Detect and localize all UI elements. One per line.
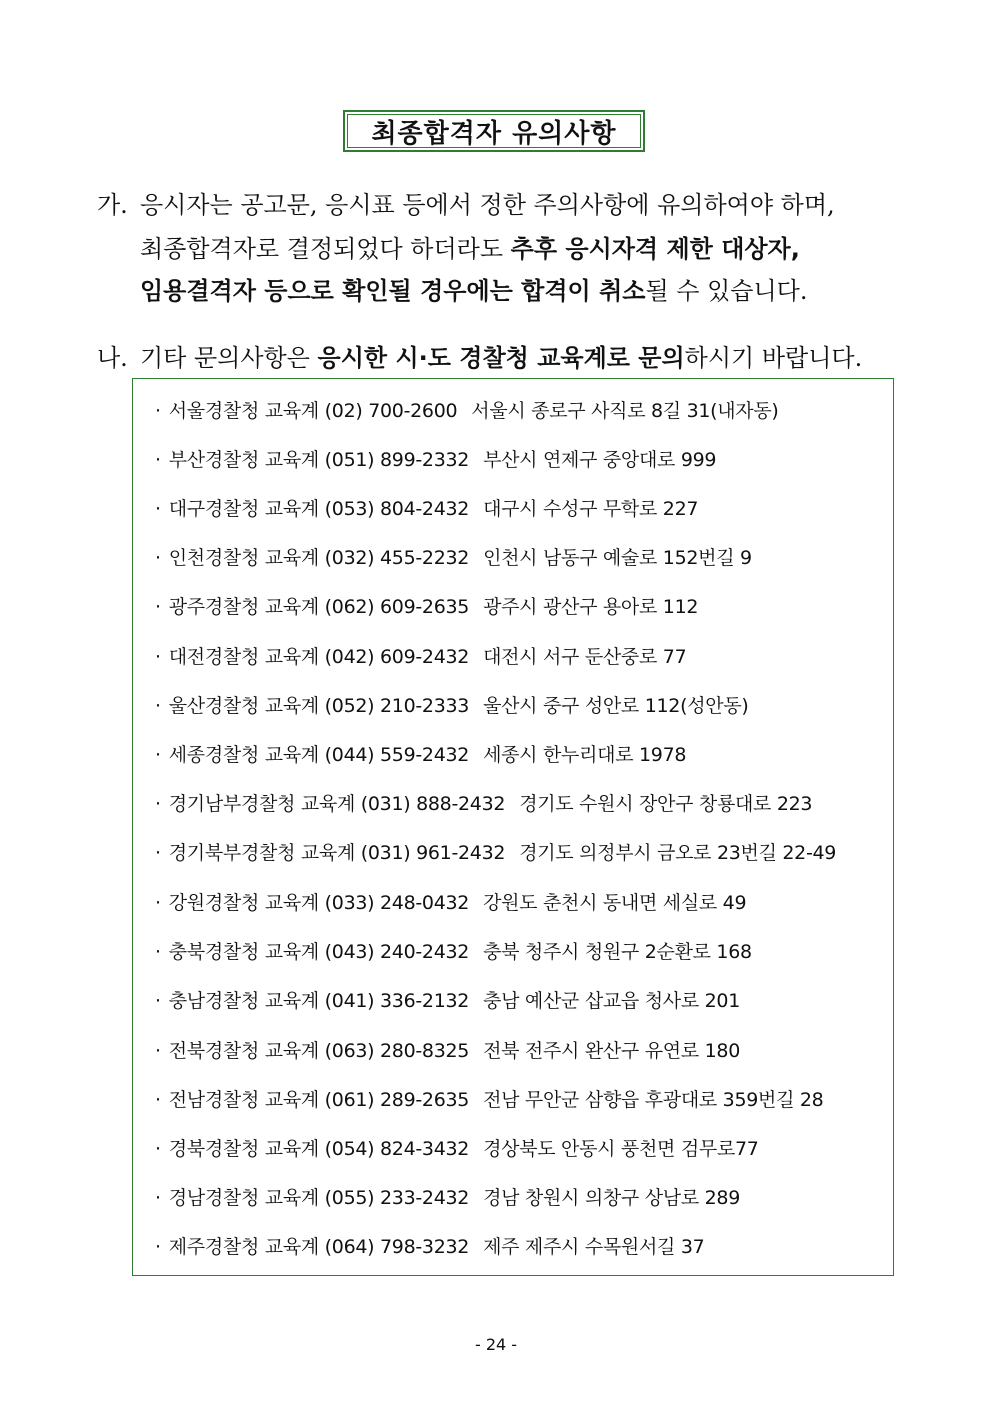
contact-office: 경기남부경찰청 교육계 (031) 888-2432 [168,793,506,815]
contact-address: 충남 예산군 삽교읍 청사로 201 [483,990,740,1012]
contact-office: 충남경찰청 교육계 (041) 336-2132 [168,990,470,1012]
contact-office: 제주경찰청 교육계 (064) 798-3232 [168,1236,470,1258]
bullet: · [155,1187,161,1209]
bullet: · [155,1040,161,1062]
contact-office: 울산경찰청 교육계 (052) 210-2333 [168,695,470,717]
contact-address: 대구시 수성구 무학로 227 [483,498,699,520]
contact-item [155,494,698,524]
title-box [343,110,645,152]
contact-item [155,740,686,770]
bullet: · [155,695,161,717]
contact-office: 강원경찰청 교육계 (033) 248-0432 [168,892,470,914]
bullet: · [155,498,161,520]
contact-item [155,1183,740,1213]
bullet: · [155,1138,161,1160]
contact-item [155,691,748,721]
contact-office: 경북경찰청 교육계 (054) 824-3432 [168,1138,470,1160]
contact-address: 경기도 수원시 장안구 창룡대로 223 [519,793,813,815]
contact-address: 세종시 한누리대로 1978 [483,744,687,766]
contact-address: 전북 전주시 완산구 유연로 180 [483,1040,740,1062]
bullet: · [155,990,161,1012]
contact-item [155,1036,740,1066]
bullet: · [155,449,161,471]
contact-item [155,396,779,426]
contact-item [155,1232,704,1262]
contact-office: 인천경찰청 교육계 (032) 455-2232 [168,547,470,569]
section-ga-line3 [140,271,807,306]
contact-item [155,888,746,918]
bullet: · [155,1089,161,1111]
contact-address: 울산시 중구 성안로 112(성안동) [483,695,749,717]
bullet: · [155,596,161,618]
contact-office: 경기북부경찰청 교육계 (031) 961-2432 [168,842,506,864]
contact-address: 경기도 의정부시 금오로 23번길 22-49 [519,842,837,864]
section-ga-text2: 최종합격자로 결정되었다 하더라도 [140,235,511,263]
bullet: · [155,646,161,668]
contact-address: 경남 창원시 의창구 상남로 289 [483,1187,740,1209]
contact-address: 서울시 종로구 사직로 8길 31(내자동) [471,400,779,422]
contact-item [155,642,686,672]
bullet: · [155,744,161,766]
contacts-box [132,378,894,1276]
contact-address: 제주 제주시 수목원서길 37 [483,1236,705,1258]
bullet: · [155,842,161,864]
contact-address: 광주시 광산구 용아로 112 [483,596,699,618]
bullet: · [155,941,161,963]
section-na-emphasis: 응시한 시·도 경찰청 교육계로 문의 [317,344,685,372]
page-number: - 24 - [474,1335,518,1354]
contact-address: 전남 무안군 삼향읍 후광대로 359번길 28 [483,1089,824,1111]
bullet: · [155,1236,161,1258]
contact-address: 인천시 남동구 예술로 152번길 9 [483,547,752,569]
contact-item [155,789,812,819]
section-ga-text1: 응시자는 공고문, 응시표 등에서 정한 주의사항에 유의하여야 하며, [140,191,835,219]
bullet: · [155,547,161,569]
bullet: · [155,892,161,914]
contact-office: 충북경찰청 교육계 (043) 240-2432 [168,941,470,963]
section-na-text1: 기타 문의사항은 [140,344,318,372]
section-na-marker: 나. [97,344,128,372]
contact-office: 대구경찰청 교육계 (053) 804-2432 [168,498,470,520]
contact-item [155,838,836,868]
section-ga-emphasis1: 추후 응시자격 제한 대상자, [510,235,800,263]
contact-office: 세종경찰청 교육계 (044) 559-2432 [168,744,470,766]
contact-address: 경상북도 안동시 풍천면 검무로77 [483,1138,759,1160]
contact-item [155,445,716,475]
page-title: 최종합격자 유의사항 [371,118,617,149]
contact-office: 경남경찰청 교육계 (055) 233-2432 [168,1187,470,1209]
contact-address: 대전시 서구 둔산중로 77 [483,646,687,668]
contact-office: 부산경찰청 교육계 (051) 899-2332 [168,449,470,471]
contact-address: 충북 청주시 청원구 2순환로 168 [483,941,752,963]
section-ga-line2 [140,229,800,264]
bullet: · [155,793,161,815]
contact-item [155,592,698,622]
bullet: · [155,400,161,422]
contact-office: 광주경찰청 교육계 (062) 609-2635 [168,596,470,618]
contact-address: 강원도 춘천시 동내면 세실로 49 [483,892,747,914]
section-ga-emphasis2: 임용결격자 등으로 확인될 경우에는 합격이 취소 [140,277,646,305]
contact-office: 전남경찰청 교육계 (061) 289-2635 [168,1089,470,1111]
contact-office: 전북경찰청 교육계 (063) 280-8325 [168,1040,470,1062]
section-na-text2: 하시기 바랍니다. [684,344,863,372]
contact-address: 부산시 연제구 중앙대로 999 [483,449,717,471]
contact-item [155,986,740,1016]
section-ga-marker: 가. [97,191,128,219]
contact-item [155,937,752,967]
contact-office: 서울경찰청 교육계 (02) 700-2600 [168,400,458,422]
section-ga-text3: 될 수 있습니다. [645,277,808,305]
contact-item [155,1085,823,1115]
contact-item [155,1134,759,1164]
contact-office: 대전경찰청 교육계 (042) 609-2432 [168,646,470,668]
contact-item [155,543,752,573]
